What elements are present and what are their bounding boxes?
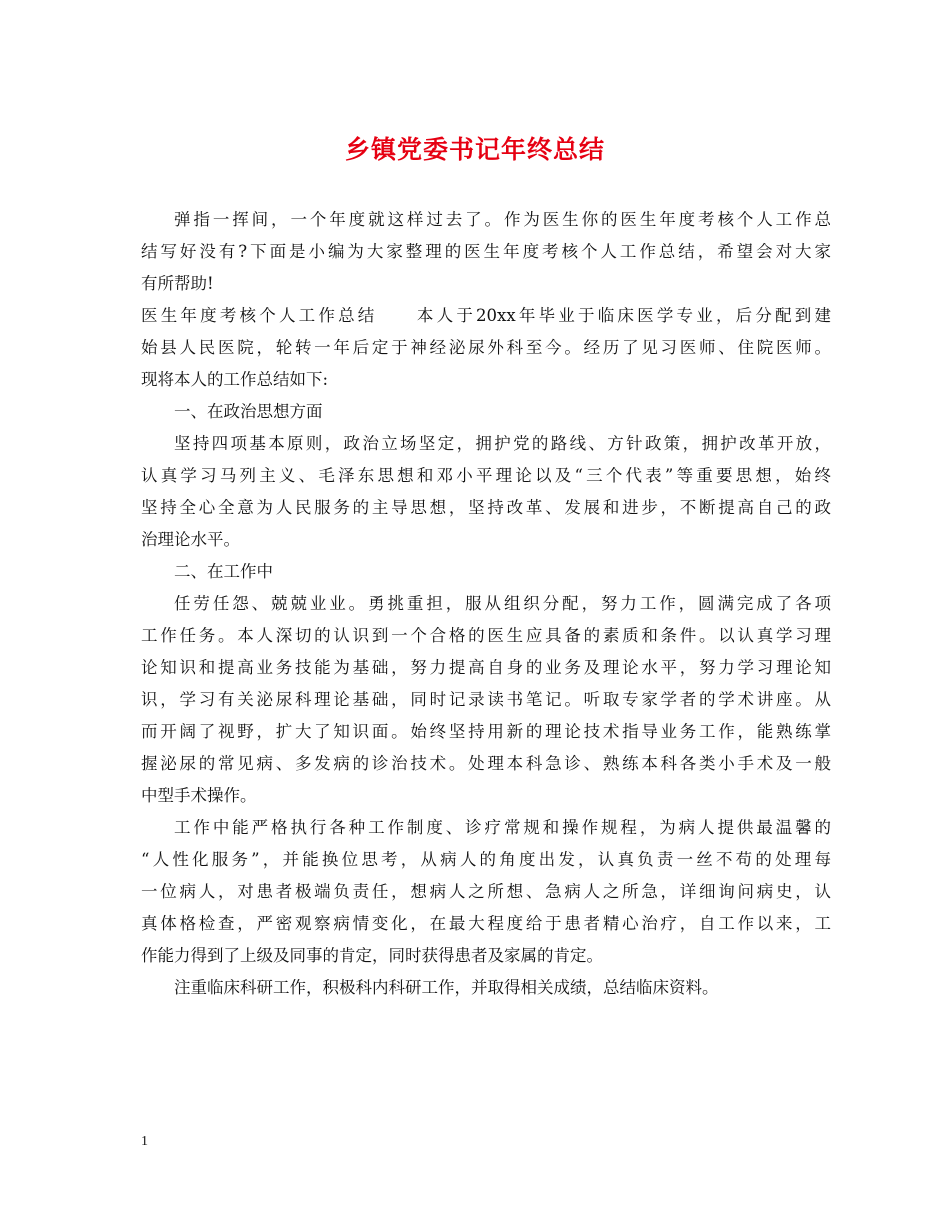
text-line: 弹指一挥间，一个年度就这样过去了。作为医生你的医生年度考核个人工作总 [174, 210, 831, 229]
text-line: 作能力得到了上级及同事的肯定，同时获得患者及家属的肯定。 [141, 946, 603, 965]
page-number: 1 [141, 1134, 148, 1149]
text-line: 识，学习有关泌尿科理论基础，同时记录读书笔记。听取专家学者的学术讲座。从 [141, 690, 831, 709]
text-line: 医生年度考核个人工作总结 本人于20xx年毕业于临床医学专业，后分配到建 [141, 306, 831, 325]
text-line: 结写好没有?下面是小编为大家整理的医生年度考核个人工作总结，希望会对大家 [141, 242, 831, 261]
text-line: 真体格检查，严密观察病情变化，在最大程度给于患者精心治疗，自工作以来，工 [141, 914, 831, 933]
text-line: 二、在工作中 [174, 562, 273, 581]
text-line: 握泌尿的常见病、多发病的诊治技术。处理本科急诊、熟练本科各类小手术及一般 [141, 754, 831, 773]
text-line: 一、在政治思想方面 [174, 402, 323, 421]
text-line: 有所帮助! [141, 274, 214, 293]
text-line: 现将本人的工作总结如下: [141, 370, 329, 389]
text-line: 而开阔了视野，扩大了知识面。始终坚持用新的理论技术指导业务工作，能熟练掌 [141, 722, 831, 741]
document-title: 乡镇党委书记年终总结 [344, 135, 605, 164]
text-line: 坚持四项基本原则，政治立场坚定，拥护党的路线、方针政策，拥护改革开放， [174, 434, 831, 453]
text-line: “人性化服务”，并能换位思考，从病人的角度出发，认真负责一丝不苟的处理每 [141, 850, 831, 869]
text-line: 坚持全心全意为人民服务的主导思想，坚持改革、发展和进步，不断提高自己的政 [141, 498, 831, 517]
text-line: 任劳任怨、兢兢业业。勇挑重担，服从组织分配，努力工作，圆满完成了各项 [174, 594, 831, 613]
text-line: 论知识和提高业务技能为基础，努力提高自身的业务及理论水平，努力学习理论知 [141, 658, 831, 677]
text-line: 中型手术操作。 [141, 786, 257, 805]
text-line: 始县人民医院，轮转一年后定于神经泌尿外科至今。经历了见习医师、住院医师。 [141, 338, 831, 357]
text-line: 工作中能严格执行各种工作制度、诊疗常规和操作规程，为病人提供最温馨的 [174, 818, 831, 837]
text-line: 一位病人，对患者极端负责任，想病人之所想、急病人之所急，详细询问病史，认 [141, 882, 831, 901]
document-body [141, 204, 831, 1004]
text-line: 治理论水平。 [141, 530, 240, 549]
text-line: 注重临床科研工作，积极科内科研工作，并取得相关成绩，总结临床资料。 [174, 978, 719, 997]
text-line: 工作任务。本人深切的认识到一个合格的医生应具备的素质和条件。以认真学习理 [141, 626, 831, 645]
text-line: 认真学习马列主义、毛泽东思想和邓小平理论以及“三个代表”等重要思想，始终 [141, 466, 831, 485]
